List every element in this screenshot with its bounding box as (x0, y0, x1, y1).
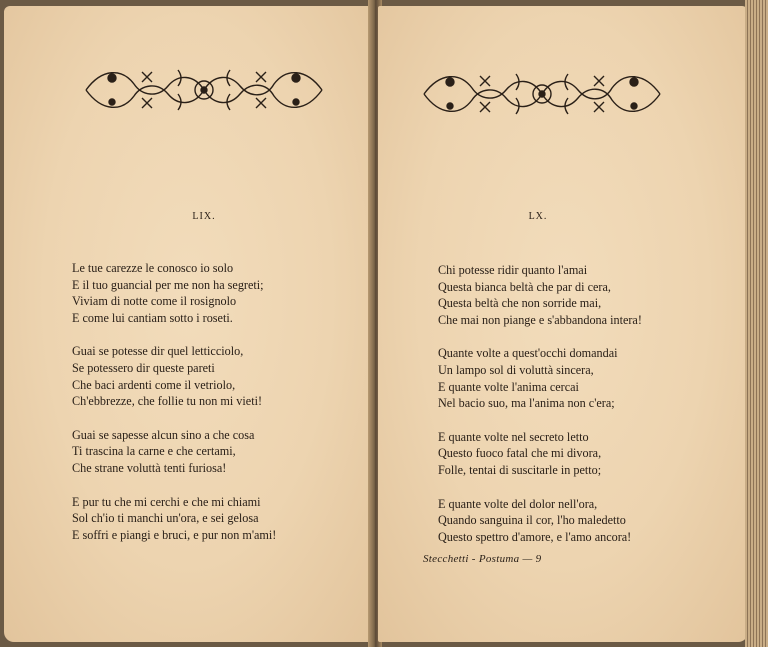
verse-line: Questo spettro d'amore, e l'amo ancora! (438, 529, 632, 544)
left-page (4, 6, 372, 642)
page-edges (745, 0, 768, 647)
verse-line: Che mai non piange e s'abbandona intera! (438, 312, 642, 327)
verse-line: E pur tu che mi cerchi e che mi chiami (72, 494, 261, 509)
poem-numeral: LX. (528, 211, 548, 222)
verse-line: Questa beltà che non sorride mai, (438, 296, 602, 311)
verse-line: E quante volte nel secreto letto (438, 429, 589, 444)
poem-lix (72, 260, 362, 560)
stanza (438, 262, 738, 328)
stanza (438, 429, 738, 479)
decorative-headpiece-ornament (420, 68, 664, 120)
verse-line: Quante volte a quest'occhi domandai (438, 346, 618, 361)
verse-line: Nel bacio suo, ma l'anima non c'era; (438, 396, 615, 411)
verse-line: Un lampo sol di voluttà sincera, (438, 362, 594, 377)
stanza (72, 260, 362, 326)
verse-line: Folle, tentai di suscitarle in petto; (438, 462, 602, 477)
verse-line: Chi potesse ridir quanto l'amai (438, 263, 588, 277)
verse-line: Ti trascina la carne e che certami, (72, 444, 236, 459)
stanza (72, 427, 362, 477)
verse-line: Se potessero dir queste pareti (72, 360, 215, 375)
verse-line: Questo fuoco fatal che mi divora, (438, 446, 602, 461)
stanza (72, 494, 362, 544)
verse-line: Guai se sapesse alcun sino a che cosa (72, 427, 255, 442)
verse-line: E soffri e piangi e bruci, e pur non m'ami! (72, 527, 277, 542)
stanza (438, 345, 738, 411)
verse-line: E come lui cantiam sotto i roseti. (72, 310, 233, 325)
stanza (438, 496, 738, 546)
verse-line: Ch'ebbrezze, che follie tu non mi vieti! (72, 394, 263, 409)
poem-lx (438, 262, 738, 562)
verse-line: Quando sanguina il cor, l'ho maledetto (438, 513, 626, 528)
poem-numeral: LIX. (192, 211, 216, 222)
verse-line: E quante volte del dolor nell'ora, (438, 496, 598, 511)
verse-line: Le tue carezze le conosco io solo (72, 261, 234, 275)
verse-line: Sol ch'io ti manchi un'ora, e sei gelosa (72, 511, 259, 526)
verse-line: Questa bianca beltà che par di cera, (438, 279, 611, 294)
verse-line: E il tuo guancial per me non ha segreti; (72, 277, 264, 292)
verse-line: Che baci ardenti come il vetriolo, (72, 377, 236, 392)
right-page (378, 6, 748, 642)
verse-line: Guai se potesse dir quel letticciolo, (72, 344, 244, 359)
verse-line: Viviam di notte come il rosignolo (72, 294, 237, 309)
stanza (72, 343, 362, 409)
verse-line: E quante volte l'anima cercai (438, 379, 579, 394)
page-footer: Stecchetti - Postuma — 9 (423, 553, 542, 565)
verse-line: Che strane voluttà tenti furiosa! (72, 460, 227, 475)
decorative-headpiece-ornament (82, 64, 326, 116)
